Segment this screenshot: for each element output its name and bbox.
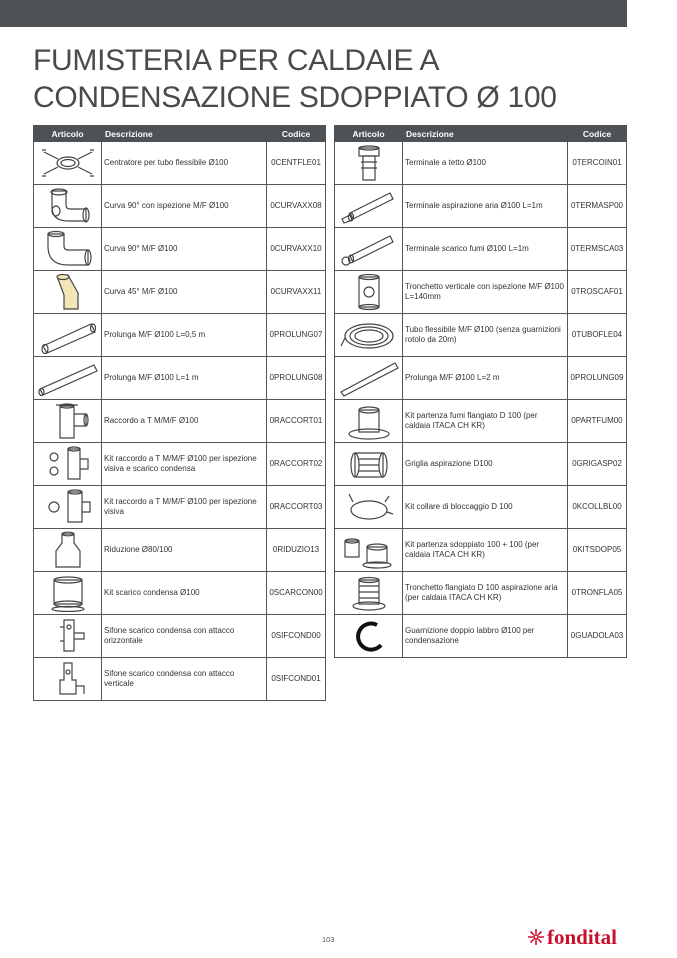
elbow-90-icon [38,230,98,268]
top-bar [0,0,627,27]
article-image-cell [34,443,102,486]
article-image-cell [335,486,403,529]
split-start-kit-icon [339,531,399,569]
article-code: 0PARTFUM00 [568,400,627,443]
table-row [34,357,326,400]
header-codice: Codice [568,126,627,142]
article-code: 0TERMSCA03 [568,228,627,271]
article-description: Raccordo a T M/M/F Ø100 [102,400,267,443]
product-table-left [33,125,326,701]
header-descrizione: Descrizione [102,126,267,142]
extension-pipe-short-icon [37,316,99,354]
article-image-cell [335,357,403,400]
flexible-pipe-coil-icon [338,316,400,354]
article-image-cell [34,529,102,572]
header-codice: Codice [267,126,326,142]
table-row [335,142,627,185]
siphon-horizontal-icon [38,617,98,655]
article-description: Centratore per tubo flessibile Ø100 [102,142,267,185]
extension-pipe-2m-icon [337,359,401,397]
intake-grille-icon [339,445,399,483]
table-header-row [335,126,627,142]
table-row [34,400,326,443]
article-code: 0PROLUNG09 [568,357,627,400]
header-articolo: Articolo [335,126,403,142]
article-code: 0CURVAXX10 [267,228,326,271]
flanged-intake-section-icon [339,574,399,612]
brand-logo [527,924,617,950]
tee-kit-inspection-drain-icon [38,445,98,483]
table-row [335,314,627,357]
article-code: 0CURVAXX11 [267,271,326,314]
article-description: Guarnizione doppio labbro Ø100 per condensazione [403,615,568,658]
article-image-cell [335,615,403,658]
article-image-cell [34,615,102,658]
article-description: Terminale aspirazione aria Ø100 L=1m [403,185,568,228]
article-code: 0TERMASP00 [568,185,627,228]
table-row [34,615,326,658]
table-row [335,443,627,486]
article-description: Sifone scarico condensa con attacco verticale [102,658,267,701]
header-articolo: Articolo [34,126,102,142]
article-description: Curva 90° M/F Ø100 [102,228,267,271]
table-row [34,486,326,529]
extension-pipe-long-icon [36,359,100,397]
article-description: Curva 45° M/F Ø100 [102,271,267,314]
table-row [34,658,326,701]
air-intake-terminal-icon [338,187,400,225]
table-row [335,615,627,658]
article-code: 0PROLUNG08 [267,357,326,400]
article-description: Curva 90° con ispezione M/F Ø100 [102,185,267,228]
table-row [335,271,627,314]
table-row [34,443,326,486]
article-code: 0TROSCAF01 [568,271,627,314]
article-description: Tronchetto verticale con ispezione M/F Ø100 L=140mm [403,271,568,314]
roof-terminal-icon [339,144,399,182]
tee-fitting-icon [38,402,98,440]
table-row [335,185,627,228]
article-image-cell [34,314,102,357]
table-row [335,357,627,400]
table-row [335,228,627,271]
article-description: Kit raccordo a T M/M/F Ø100 per ispezione visiva e scarico condensa [102,443,267,486]
header-descrizione: Descrizione [403,126,568,142]
locking-collar-icon [339,488,399,526]
article-image-cell [335,314,403,357]
table-row [335,529,627,572]
article-image-cell [335,185,403,228]
article-code: 0RIDUZIO13 [267,529,326,572]
article-code: 0TERCOIN01 [568,142,627,185]
article-image-cell [335,400,403,443]
elbow-90-inspection-icon [38,187,98,225]
article-description: Prolunga M/F Ø100 L=0,5 m [102,314,267,357]
logo-text: fondital [547,924,618,949]
article-image-cell [34,142,102,185]
article-code: 0RACCORT03 [267,486,326,529]
article-code: 0GRIGASP02 [568,443,627,486]
condensate-drain-kit-icon [38,574,98,612]
tee-kit-inspection-icon [38,488,98,526]
article-description: Terminale a tetto Ø100 [403,142,568,185]
article-description: Terminale scarico fumi Ø100 L=1m [403,228,568,271]
article-description: Kit raccordo a T M/M/F Ø100 per ispezione visiva [102,486,267,529]
table-row [34,271,326,314]
product-table-right [334,125,627,658]
table-row [34,228,326,271]
article-code: 0RACCORT02 [267,443,326,486]
article-image-cell [335,529,403,572]
table-row [34,142,326,185]
article-code: 0CURVAXX08 [267,185,326,228]
article-description: Kit partenza fumi flangiato D 100 (per caldaia ITACA CH KR) [403,400,568,443]
article-image-cell [34,228,102,271]
article-image-cell [335,142,403,185]
table-row [34,185,326,228]
article-image-cell [34,271,102,314]
article-code: 0KITSDOP05 [568,529,627,572]
flower-icon [527,928,545,946]
article-image-cell [34,185,102,228]
article-image-cell [335,228,403,271]
title-line-2: CONDENSAZIONE SDOPPIATO Ø 100 [33,81,557,114]
flue-exhaust-terminal-icon [338,230,400,268]
article-description: Prolunga M/F Ø100 L=2 m [403,357,568,400]
article-code: 0CENTFLE01 [267,142,326,185]
article-code: 0TRONFLA05 [568,572,627,615]
double-lip-gasket-icon [339,617,399,655]
table-row [34,529,326,572]
table-row [335,572,627,615]
article-image-cell [34,357,102,400]
article-description: Griglia aspirazione D100 [403,443,568,486]
article-description: Prolunga M/F Ø100 L=1 m [102,357,267,400]
article-image-cell [335,572,403,615]
page-number: 103 [322,935,335,944]
article-code: 0SIFCOND00 [267,615,326,658]
article-image-cell [335,271,403,314]
article-image-cell [34,486,102,529]
siphon-vertical-icon [38,660,98,698]
article-code: 0KCOLLBL00 [568,486,627,529]
article-description: Kit collare di bloccaggio D 100 [403,486,568,529]
table-row [335,486,627,529]
reducer-icon [38,531,98,569]
article-image-cell [335,443,403,486]
article-image-cell [34,400,102,443]
article-image-cell [34,658,102,701]
article-description: Tubo flessibile M/F Ø100 (senza guarnizioni rotolo da 20m) [403,314,568,357]
article-code: 0GUADOLA03 [568,615,627,658]
article-code: 0TUBOFLE04 [568,314,627,357]
article-code: 0PROLUNG07 [267,314,326,357]
article-code: 0RACCORT01 [267,400,326,443]
article-description: Tronchetto flangiato D 100 aspirazione aria (per caldaia ITACA CH KR) [403,572,568,615]
article-description: Kit partenza sdoppiato 100 + 100 (per caldaia ITACA CH KR) [403,529,568,572]
table-row [34,572,326,615]
article-description: Riduzione Ø80/100 [102,529,267,572]
table-header-row [34,126,326,142]
article-code: 0SCARCON00 [267,572,326,615]
article-description: Sifone scarico condensa con attacco orizzontale [102,615,267,658]
page-title [33,42,557,116]
flanged-start-kit-icon [339,402,399,440]
centering-ring-icon [38,144,98,182]
table-row [34,314,326,357]
article-code: 0SIFCOND01 [267,658,326,701]
article-image-cell [34,572,102,615]
table-row [335,400,627,443]
elbow-45-icon [38,273,98,311]
article-description: Kit scarico condensa Ø100 [102,572,267,615]
vertical-section-inspection-icon [339,273,399,311]
title-line-1: FUMISTERIA PER CALDAIE A [33,44,440,77]
